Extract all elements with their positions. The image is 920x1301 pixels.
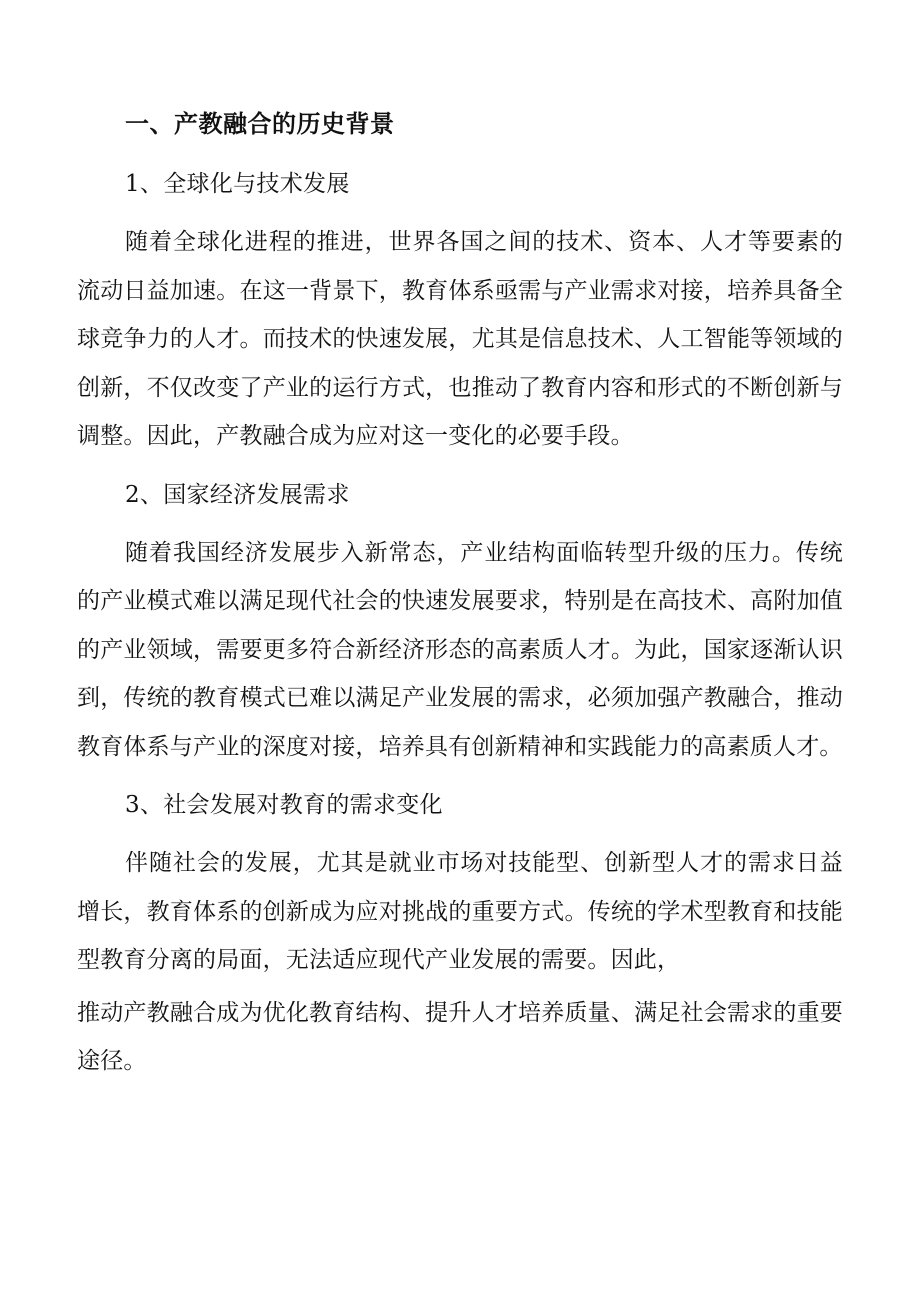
section-title: 一、产教融合的历史背景 bbox=[125, 109, 395, 138]
document-body bbox=[77, 98, 843, 1086]
paragraph-3: 伴随社会的发展，尤其是就业市场对技能型、创新型人才的需求日益增长，教育体系的创新成为应对挑战的重要方式。传统的学术型教育和技能型教育分离的局面，无法适应现代产业发展的需要。因此， bbox=[77, 850, 843, 973]
paragraph-3-continuation: 推动产教融合成为优化教育结构、提升人才培养质量、满足社会需求的重要途径。 bbox=[77, 999, 843, 1074]
paragraph-1: 随着全球化进程的推进，世界各国之间的技术、资本、人才等要素的流动日益加速。在这一背景下，教育体系亟需与产业需求对接，培养具备全球竞争力的人才。而技术的快速发展，尤其是信息技术、人工智能等领域的创新，不仅改变了产业的运行方式，也推动了教育内容和形式的不断创新与调整。因此，产教融合成为应对这一变化的必要手段。 bbox=[77, 229, 843, 449]
paragraph-2: 随着我国经济发展步入新常态，产业结构面临转型升级的压力。传统的产业模式难以满足现代社会的快速发展要求，特别是在高技术、高附加值的产业领域，需要更多符合新经济形态的高素质人才。为此，国家逐渐认识到，传统的教育模式已难以满足产业发展的需求，必须加强产教融合，推动教育体系与产业的深度对接，培养具有创新精神和实践能力的高素质人才。 bbox=[77, 539, 843, 760]
subsection-title-1: 1、全球化与技术发展 bbox=[125, 171, 350, 197]
subsection-title-3: 3、社会发展对教育的需求变化 bbox=[125, 792, 443, 818]
subsection-title-2: 2、国家经济发展需求 bbox=[125, 481, 350, 508]
